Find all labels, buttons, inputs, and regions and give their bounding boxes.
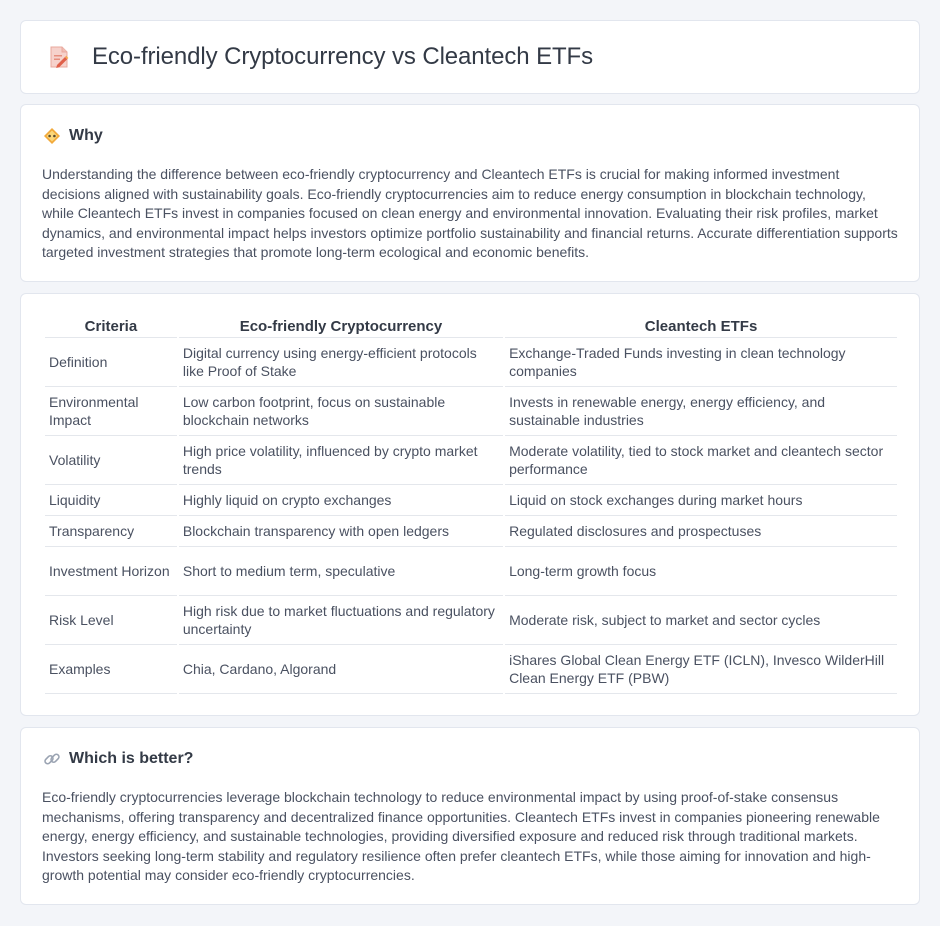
- etf-cell: Liquid on stock exchanges during market hours: [505, 485, 897, 516]
- title-row: [48, 43, 593, 71]
- why-heading: [43, 127, 103, 145]
- header-eco-crypto: Eco-friendly Cryptocurrency: [179, 314, 503, 338]
- crypto-cell: Blockchain transparency with open ledgers: [179, 516, 503, 547]
- etf-cell: Invests in renewable energy, energy efficiency, and sustainable industries: [505, 387, 897, 436]
- criteria-cell: Environmental Impact: [45, 387, 177, 436]
- crypto-cell: Digital currency using energy-efficient protocols like Proof of Stake: [179, 338, 503, 387]
- better-text: Eco-friendly cryptocurrencies leverage blockchain technology to reduce environmental impact by using proof-of-stake consensus mechanisms, offering transparency and decentralized finance opportunities. Cleantech ETFs invest in companies pioneering renewable energy, energy efficiency, and sustainable technologies, providing diversified exposure and reduced risk through traditional markets. Investors seeking long-term stability and regulatory resilience often prefer cleantech ETFs, while those aiming for innovation and high-growth potential may consider eco-friendly cryptocurrencies.: [42, 789, 880, 884]
- criteria-cell: Risk Level: [45, 596, 177, 645]
- why-title: Why: [69, 127, 103, 144]
- etf-cell: Exchange-Traded Funds investing in clean technology companies: [505, 338, 897, 387]
- table-row: [45, 596, 897, 645]
- crypto-cell: Highly liquid on crypto exchanges: [179, 485, 503, 516]
- etf-cell: Moderate volatility, tied to stock market and cleantech sector performance: [505, 436, 897, 485]
- table-row: [45, 645, 897, 694]
- table-row: [45, 547, 897, 596]
- criteria-cell: Volatility: [45, 436, 177, 485]
- header-criteria: Criteria: [45, 314, 177, 338]
- table-row: [45, 436, 897, 485]
- table-row: [45, 387, 897, 436]
- diamond-sign-icon: [43, 127, 61, 145]
- header-cleantech-etfs: Cleantech ETFs: [505, 314, 897, 338]
- etf-cell: Moderate risk, subject to market and sector cycles: [505, 596, 897, 645]
- document-pen-icon: [48, 44, 70, 70]
- why-text: Understanding the difference between eco-friendly cryptocurrency and Cleantech ETFs is crucial for making informed investment decisions aligned with sustainability goals. Eco-friendly cryptocurrencies aim to reduce energy consumption in blockchain technology, while Cleantech ETFs invest in companies focused on clean energy and environmental innovation. Evaluating their risk profiles, market dynamics, and environmental impact helps investors optimize portfolio sustainability and financial returns. Accurate differentiation supports targeted investment strategies that promote long-term ecological and economic benefits.: [42, 166, 898, 261]
- etf-cell: Regulated disclosures and prospectuses: [505, 516, 897, 547]
- table-header-row: [45, 314, 897, 338]
- crypto-cell: High price volatility, influenced by crypto market trends: [179, 436, 503, 485]
- header-card: [20, 20, 920, 94]
- table-row: [45, 516, 897, 547]
- criteria-cell: Transparency: [45, 516, 177, 547]
- page-title: Eco-friendly Cryptocurrency vs Cleantech ETFs: [92, 43, 594, 70]
- crypto-cell: Chia, Cardano, Algorand: [179, 645, 503, 694]
- better-title: Which is better?: [69, 750, 194, 767]
- criteria-cell: Examples: [45, 645, 177, 694]
- comparison-table: [43, 314, 899, 694]
- why-card: [20, 104, 920, 282]
- crypto-cell: High risk due to market fluctuations and regulatory uncertainty: [179, 596, 503, 645]
- table-row: [45, 338, 897, 387]
- criteria-cell: Liquidity: [45, 485, 177, 516]
- better-heading: [43, 750, 193, 768]
- crypto-cell: Low carbon footprint, focus on sustainable blockchain networks: [179, 387, 503, 436]
- link-icon: [43, 750, 61, 768]
- etf-cell: Long-term growth focus: [505, 547, 897, 596]
- criteria-cell: Investment Horizon: [45, 547, 177, 596]
- etf-cell: iShares Global Clean Energy ETF (ICLN), Invesco WilderHill Clean Energy ETF (PBW): [505, 645, 897, 694]
- comparison-table-card: [20, 293, 920, 716]
- table-row: [45, 485, 897, 516]
- criteria-cell: Definition: [45, 338, 177, 387]
- crypto-cell: Short to medium term, speculative: [179, 547, 503, 596]
- which-is-better-card: [20, 727, 920, 905]
